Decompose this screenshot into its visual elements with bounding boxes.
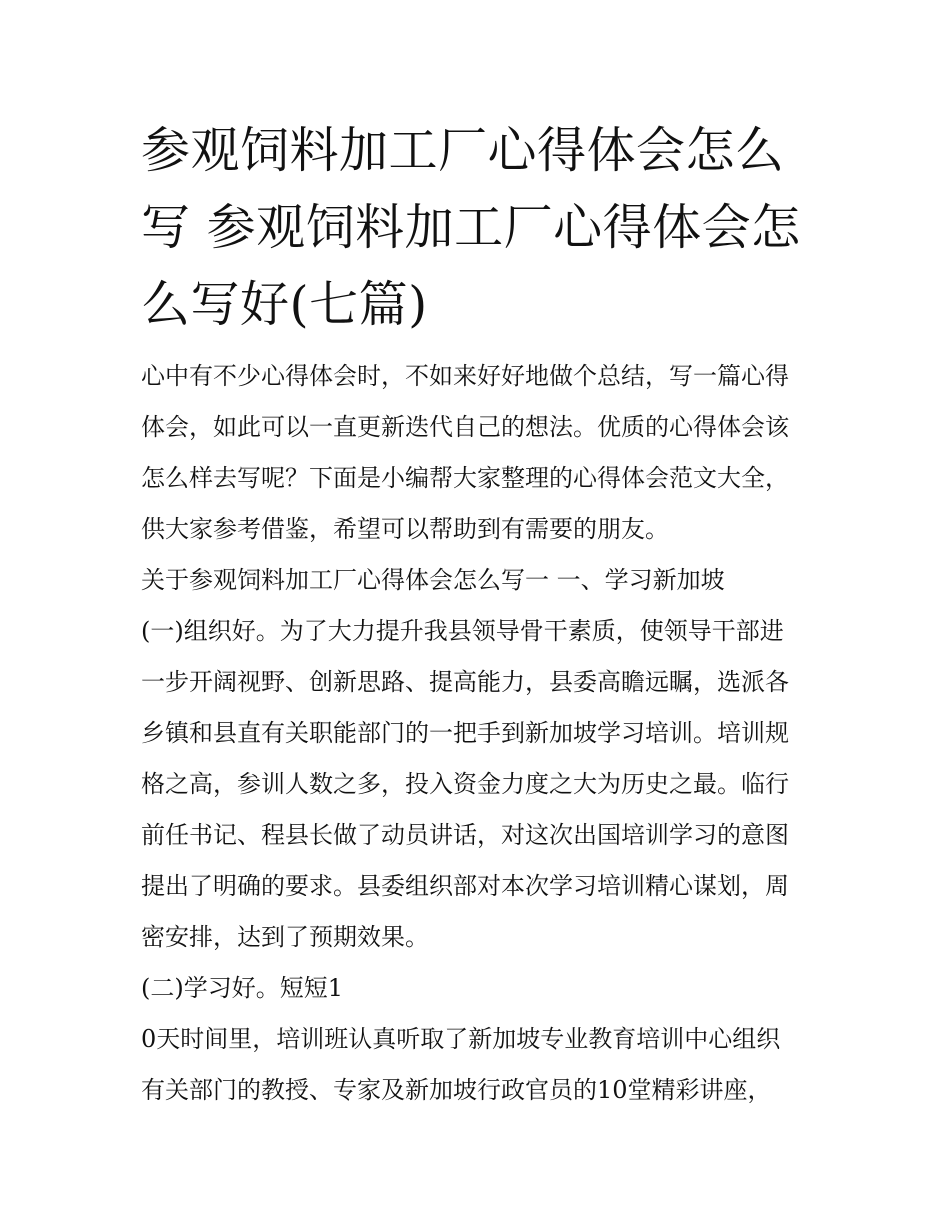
section-heading-line: 关于参观饲料加工厂心得体会怎么写一 一、学习新加坡 (141, 566, 725, 594)
body-line: 格之高，参训人数之多，投入资金力度之大为历史之最。临行 (141, 770, 789, 798)
document-title (141, 112, 816, 343)
body-line: 0天时间里，培训班认真听取了新加坡专业教育培训中心组织 (141, 1025, 781, 1053)
body-line: 密安排，达到了预期效果。 (141, 923, 429, 951)
body-line: (二)学习好。短短1 (141, 974, 343, 1002)
body-line: (一)组织好。为了大力提升我县领导骨干素质，使领导干部进 (141, 617, 784, 645)
document-page (141, 112, 816, 1116)
body-line: 乡镇和县直有关职能部门的一把手到新加坡学习培训。培训规 (141, 719, 789, 747)
title-line: 么写好(七篇) (141, 276, 428, 333)
document-body (141, 351, 816, 1116)
body-line: 心中有不少心得体会时，不如来好好地做个总结，写一篇心得 (141, 362, 789, 390)
body-line: 有关部门的教授、专家及新加坡行政官员的10堂精彩讲座， (141, 1076, 772, 1104)
title-line: 参观饲料加工厂心得体会怎么 (141, 122, 785, 179)
body-line: 一步开阔视野、创新思路、提高能力，县委高瞻远瞩，选派各 (141, 668, 789, 696)
body-line: 前任书记、程县长做了动员讲话，对这次出国培训学习的意图 (141, 821, 789, 849)
title-line: 写 参观饲料加工厂心得体会怎 (141, 199, 801, 256)
body-line: 提出了明确的要求。县委组织部对本次学习培训精心谋划，周 (141, 872, 789, 900)
body-line: 体会，如此可以一直更新迭代自己的想法。优质的心得体会该 (141, 413, 789, 441)
body-line: 怎么样去写呢？下面是小编帮大家整理的心得体会范文大全， (141, 464, 789, 492)
body-line: 供大家参考借鉴，希望可以帮助到有需要的朋友。 (141, 515, 669, 543)
